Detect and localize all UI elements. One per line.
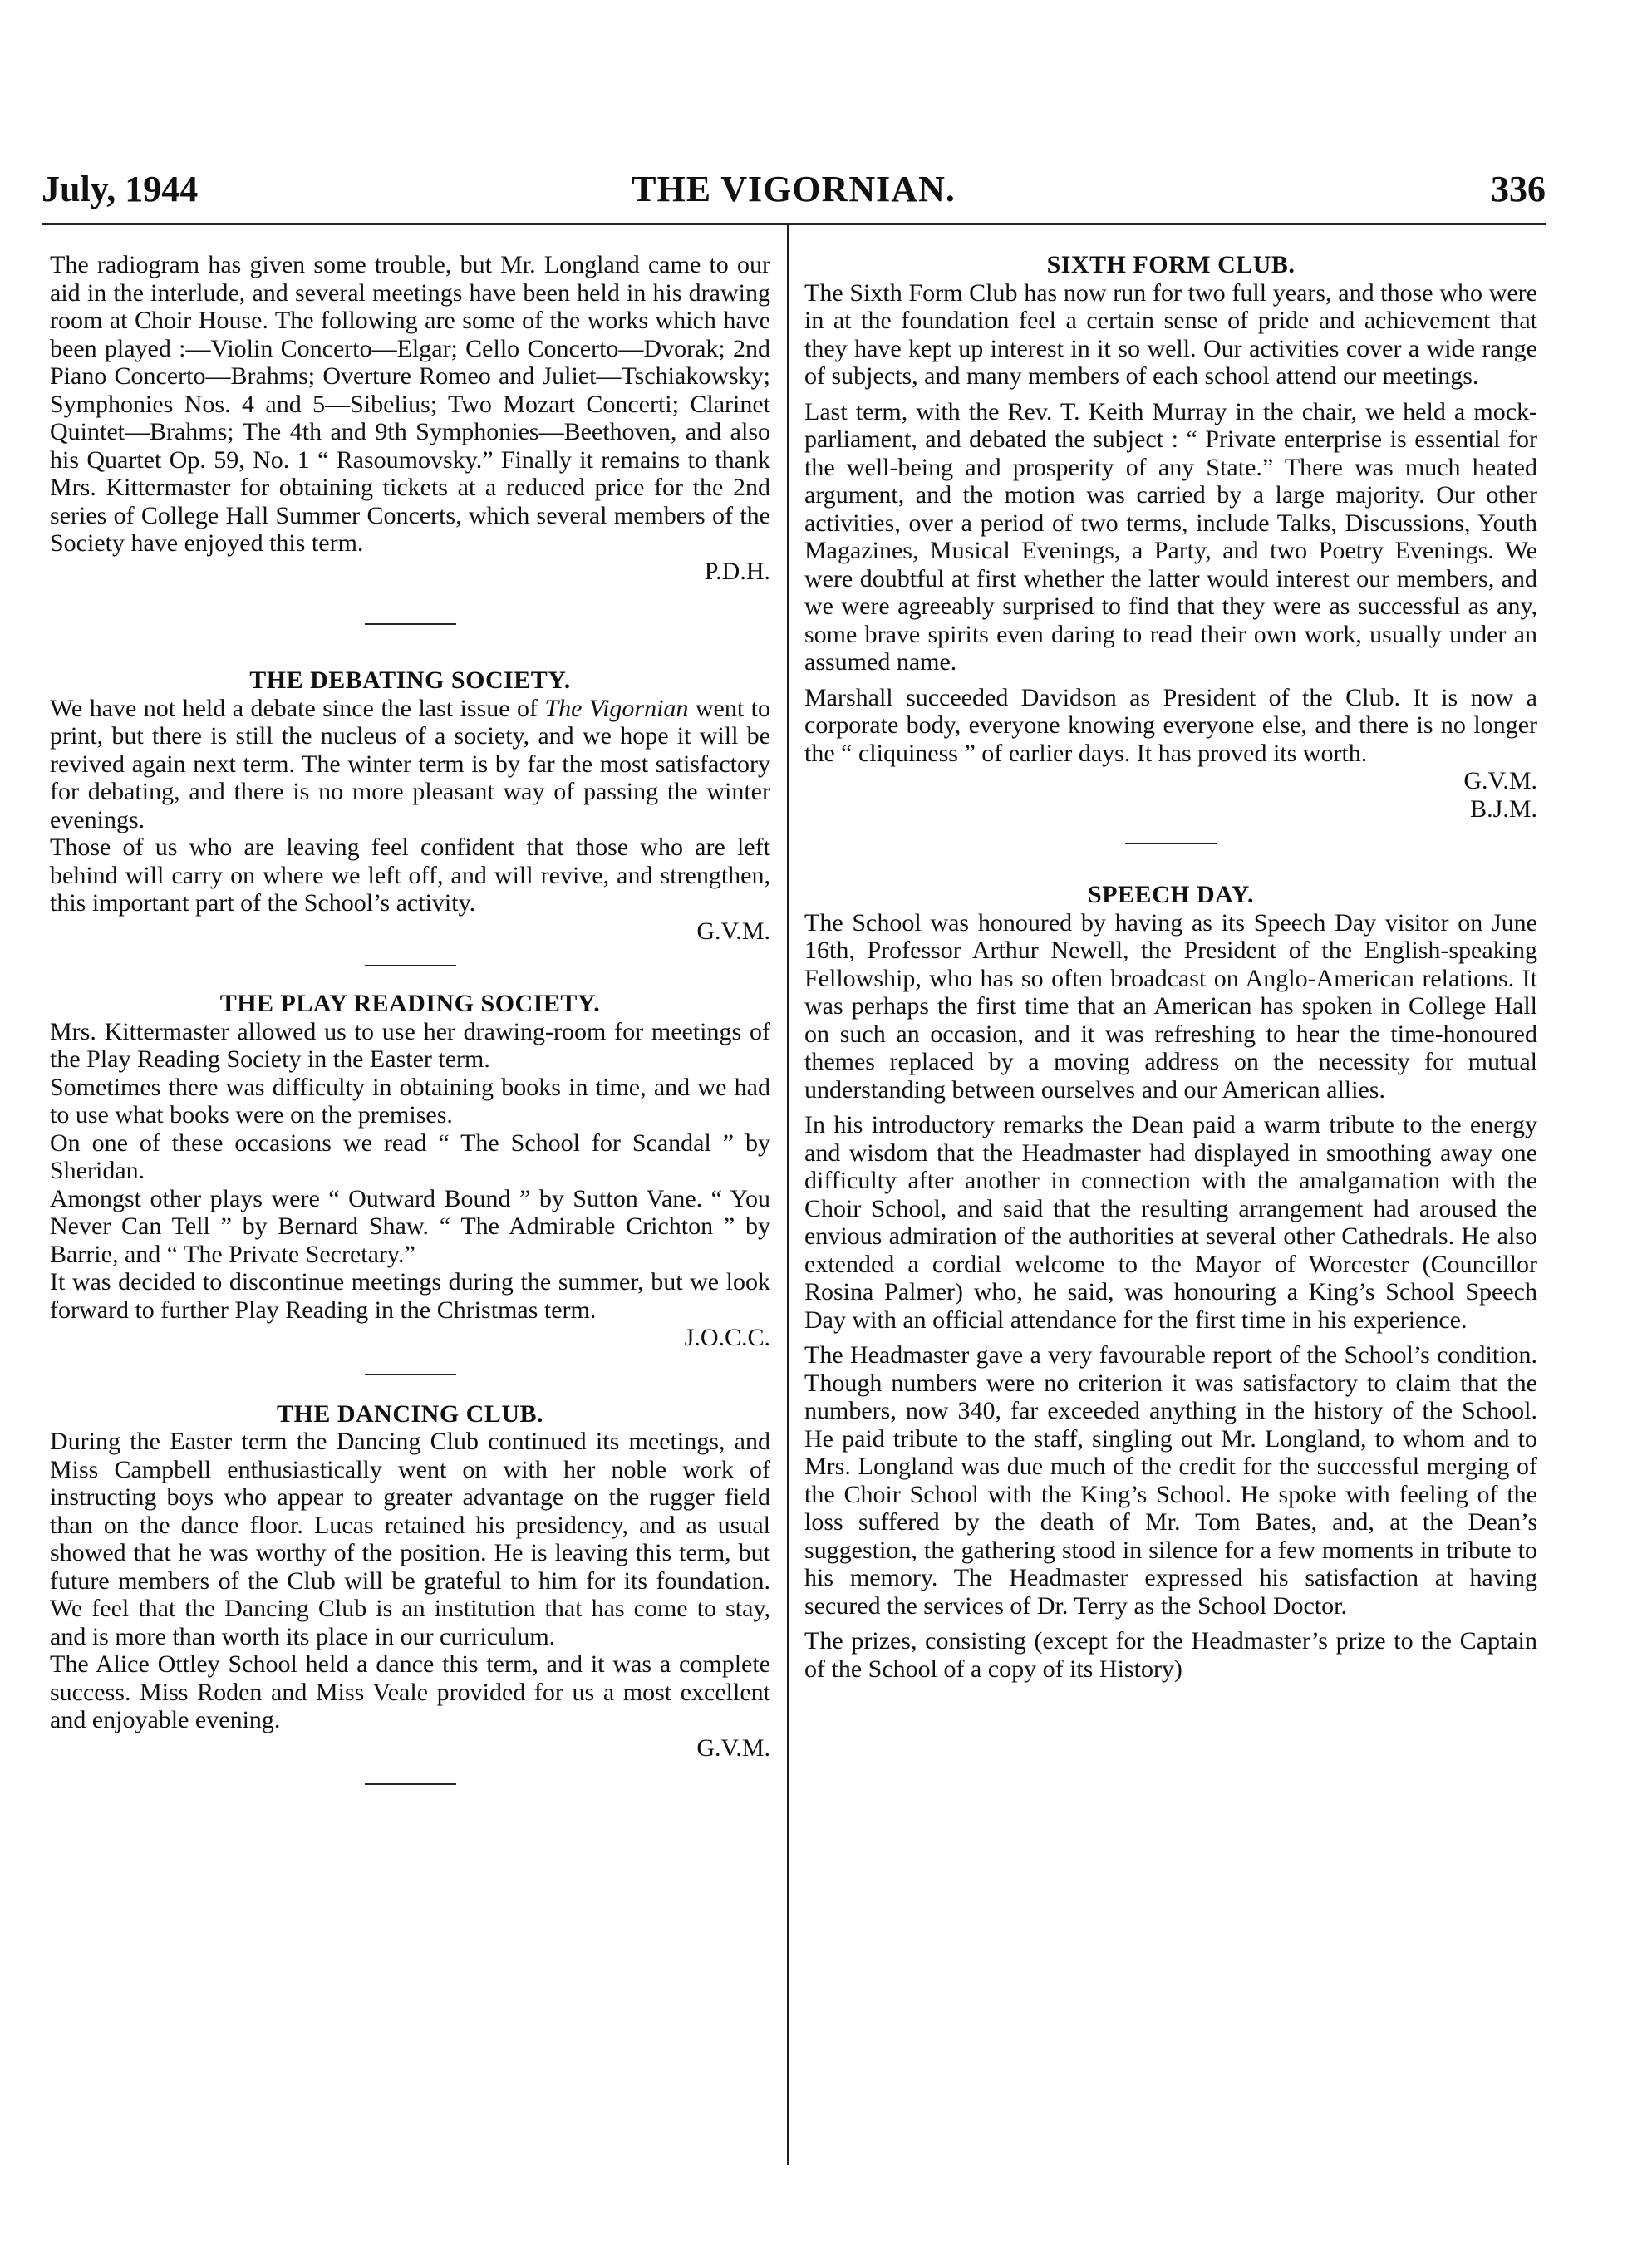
section-rule (365, 1374, 456, 1375)
right-column (804, 251, 1537, 1683)
section-rule (1125, 843, 1217, 844)
section-title: THE DANCING CLUB. (276, 1399, 544, 1428)
speech-day-section (804, 881, 1537, 1683)
signature: B.J.M. (1470, 794, 1537, 823)
signature: J.O.C.C. (684, 1324, 770, 1351)
page-header (42, 165, 1546, 219)
paragraph: Sometimes there was difficulty in obtaining books in time, and we had to use what books were on the premises. (50, 1073, 770, 1129)
paragraph: During the Easter term the Dancing Club continued its meetings, and Miss Campbell enthusiastically went on with her noble work of instructing boys who appear to greater advantage on the rugger field than on the dance floor. Lucas retained his presidency, and as usual showed that he was worthy of the position. He is leaving this term, but future members of the Club will be grateful to him for its foundation. We feel that the Dancing Club is an institution that has come to stay, and is more than worth its place in our curriculum. (50, 1428, 770, 1650)
issue-date: July, 1944 (42, 169, 199, 209)
paragraph: It was decided to discontinue meetings during the summer, but we look forward to further Play Reading in the Christmas term. (50, 1268, 770, 1324)
column-divider (787, 224, 789, 2165)
play-reading-section (50, 990, 770, 1352)
paragraph: The Alice Ottley School held a dance this term, and it was a complete success. Miss Roden and Miss Veale provided for us a most excellent and enjoyable evening. (50, 1650, 770, 1733)
section-title: THE DEBATING SOCIETY. (249, 666, 571, 694)
signature: G.V.M. (696, 1733, 770, 1762)
section-rule (365, 623, 456, 625)
paragraph: In his introductory remarks the Dean paid a warm tribute to the energy and wisdom that the Headmaster had displayed in smoothing away one difficulty after another in connection with the amalgamation with the Choir School, and said that the resulting arrangement had aroused the envious admiration of the authorities at several other Cathedrals. He also extended a cordial welcome to the Mayor of Worcester (Councillor Rosina Palmer) who, he said, was honouring a King’s School Speech Day with an official attendance for the first time in his experience. (804, 1111, 1537, 1334)
left-column (50, 251, 770, 1785)
paragraph: Those of us who are leaving feel confident that those who are left behind will carry on where we left off, and will revive, and strengthen, this important part of the School’s activity. (50, 833, 770, 917)
section-title: SPEECH DAY. (1087, 881, 1255, 908)
text: We have not held a debate since the last issue of (50, 694, 545, 722)
paragraph: On one of these occasions we read “ The School for Scandal ” by Sheridan. (50, 1129, 770, 1184)
paragraph (50, 695, 770, 834)
publication-name: The Vigornian (544, 694, 689, 722)
paragraph: The School was honoured by having as its Speech Day visitor on June 16th, Professor Arthur Newell, the President of the English-speaking Fellowship, who has so often broadcast on Anglo-American relations. It was perhaps the first time that an American has spoken in College Hall on such an occasion, and it was refreshing to hear the time-honoured themes replaced by a moving address on the necessity for mutual understanding between ourselves and our American allies. (804, 908, 1537, 1104)
text: went to print, but there is still the nucleus of a society, and we hope it will be revived again next term. The winter term is by far the most satisfactory for debating, and there is no more pleasant way of passing the winter evenings. (50, 694, 771, 833)
paragraph: Amongst other plays were “ Outward Bound ” by Sutton Vane. “ You Never Can Tell ” by Bernard Shaw. “ The Admirable Crichton ” by Barrie, and “ The Private Secretary.” (50, 1184, 770, 1268)
section-title: THE PLAY READING SOCIETY. (219, 990, 601, 1017)
signature: G.V.M. (696, 917, 770, 945)
paragraph: The Headmaster gave a very favourable report of the School’s condition. Though numbers were no criterion it was satisfactory to claim that the numbers, now 340, far exceeded anything in the history of the School. He paid tribute to the staff, singling out Mr. Longland, to whom and to Mrs. Longland was due much of the credit for the successful merging of the Choir School with the King’s School. He spoke with feeling of the loss suffered by the death of Mr. Tom Bates, and, at the Dean’s suggestion, the gathering stood in silence for a few moments in tribute to his memory. The Headmaster expressed his satisfaction at having secured the services of Dr. Terry as the School Doctor. (804, 1341, 1537, 1620)
dancing-club-section (50, 1400, 770, 1763)
paragraph: Mrs. Kittermaster allowed us to use her drawing-room for meetings of the Play Reading Society in the Easter term. (50, 1017, 770, 1073)
paragraph: Marshall succeeded Davidson as President of the Club. It is now a corporate body, everyone knowing everyone else, and there is no longer the “ cliquiness ” of earlier days. It has proved its worth. (804, 683, 1537, 767)
publication-title: THE VIGORNIAN. (632, 169, 956, 209)
paragraph: Last term, with the Rev. T. Keith Murray in the chair, we held a mock-parliament, and debated the subject : “ Private enterprise is essential for the well-being and prosperity of any State.” There was much heated argument, and the motion was carried by a large majority. Our other activities, over a period of two terms, include Talks, Discussions, Youth Magazines, Musical Evenings, a Party, and two Poetry Evenings. We were doubtful at first whether the latter would interest our members, and we were agreeably surprised to find that they were as successful as any, some brave spirits even daring to read their own work, usually under an assumed name. (804, 397, 1537, 676)
page-number: 336 (1491, 169, 1546, 209)
debating-society-section (50, 666, 770, 945)
paragraph: The prizes, consisting (except for the Headmaster’s prize to the Captain of the School of a copy of its History) (804, 1627, 1537, 1683)
section-rule (365, 965, 456, 966)
header-rule (42, 223, 1546, 225)
section-title: SIXTH FORM CLUB. (1046, 251, 1296, 278)
music-society-section (50, 251, 770, 585)
signature: P.D.H. (704, 557, 770, 585)
music-paragraph: The radiogram has given some trouble, but Mr. Longland came to our aid in the interlude, and several meetings have been held in his drawing room at Choir House. The following are some of the works which have been played :—Violin Concerto—Elgar; Cello Concerto—Dvorak; 2nd Piano Concerto—Brahms; Overture Romeo and Juliet—Tschiakowsky; Symphonies Nos. 4 and 5—Sibelius; Two Mozart Concerti; Clarinet Quintet—Brahms; The 4th and 9th Symphonies—Beethoven, and also his Quartet Op. 59, No. 1 “ Rasoumovsky.” Finally it remains to thank Mrs. Kittermaster for obtaining tickets at a reduced price for the 2nd series of College Hall Summer Concerts, which several members of the Society have enjoyed this term. (50, 251, 770, 557)
section-rule (365, 1783, 456, 1785)
paragraph: The Sixth Form Club has now run for two full years, and those who were in at the foundation feel a certain sense of pride and achievement that they have kept up interest in it so well. Our activities cover a wide range of subjects, and many members of each school attend our meetings. (804, 278, 1537, 390)
signature: G.V.M. (1463, 767, 1537, 794)
sixth-form-club-section (804, 251, 1537, 823)
